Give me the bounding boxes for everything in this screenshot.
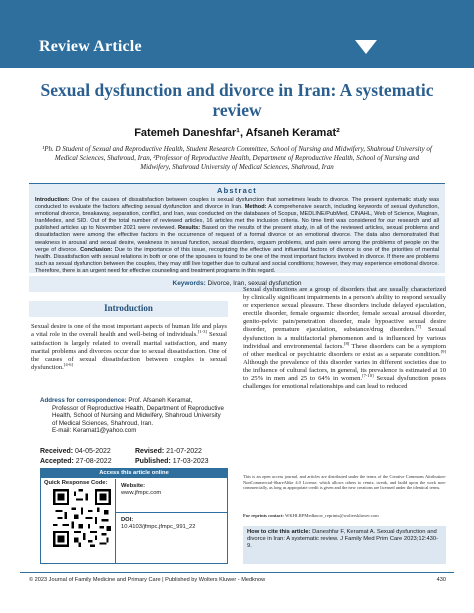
published-label: Published: <box>135 458 171 465</box>
correspondence-label: Address for correspondence: <box>40 397 127 404</box>
author-affiliations: ¹Ph. D Student of Sexual and Reproductive Health, Student Research Committee, School of Nursing and Midwifery, Shahroud University of Medical Sciences, Shahroud, Iran, ²Professor of Reproductive Health, Department of Reproductive Health, School of Nursing and Midwifery, Shahroud University of Medical Sciences, Shahroud, Iran <box>42 145 432 171</box>
introduction-right-column <box>243 286 446 391</box>
intro-right-text-1: Sexual dysfunctions are a group of disorders that are usually characterized by clinically significant impairments in a person's ability to respond sexually or experience sexual pleasure. These disorders include delayed ejaculation, erectile disorder, female orgasmic disorder, female sexual arousal disorder, genito-pelvic pain/penetration disorder, male hypoactive sexual desire disorder, premature ejaculation, substance/drug disorders. <box>243 286 446 334</box>
article-authors: Fatemeh Daneshfar¹, Afsaneh Keramat² <box>134 127 340 139</box>
article-title: Sexual dysfunction and divorce in Iran: A systematic review <box>40 80 434 120</box>
intro-right-text-5: Sexual dysfunction poses challenges for emotional relationships and can lead to reduced <box>243 375 446 391</box>
abstract-intro-label: Introduction: <box>35 197 70 203</box>
cite-label: How to cite this article: <box>247 529 311 535</box>
qr-code-label: Quick Response Code: <box>44 480 108 486</box>
keywords-text: Divorce, Iran, sexual dysfunction <box>205 280 302 287</box>
abstract-heading: Abstract <box>216 186 258 195</box>
article-dates <box>40 447 230 467</box>
received-label: Received: <box>40 448 74 455</box>
intro-left-text-2: Sexual satisfaction is largely related to overall marital satisfaction, and many marital problems and divorces occur due to sexual dissatisfaction. One of the causes of sexual dissatisfaction between couples is sexual dysfunction. <box>31 331 227 372</box>
footer-copyright: © 2023 Journal of Family Medicine and Primary Care | Published by Wolters Kluwer - Medknow <box>29 577 266 583</box>
access-online-bar: Access this article online <box>41 469 227 478</box>
correspondence-name: Prof. Afsaneh Keramat, <box>126 397 193 404</box>
revised-label: Revised: <box>135 448 165 455</box>
intro-right-text-2: Sexual dysfunction is a multifactorial phenomenon and is influenced by various individual and environmental factors. <box>243 326 446 350</box>
doi-label: DOI: <box>121 517 134 523</box>
abstract-conclusion-label: Conclusion: <box>80 246 113 253</box>
intro-right-text-4: Although the prevalence of this disorder varies in different societies due to the influence of cultural factors, in general, its prevalence is estimated at 10 to 25% in men and 25 to 64% in women. <box>243 358 446 383</box>
qr-code-icon[interactable] <box>53 489 111 547</box>
intro-left-text-1: Sexual desire is one of the most important aspects of human life and plays a vital role in the overall health and well-being of individuals. <box>31 323 227 339</box>
section-label: Review Article <box>39 38 142 55</box>
website-link[interactable]: www.jfmpc.com <box>121 490 162 496</box>
abstract-method-label: Method: <box>244 204 267 211</box>
revised-date: 21-07-2022 <box>164 448 202 455</box>
reprints-contact <box>243 513 446 518</box>
correspondence-block <box>40 397 227 435</box>
intro-right-text-3: These disorders can be a symptom of other medical or psychiatric disorders or exist as a separate condition. <box>243 342 446 358</box>
access-separator <box>116 512 227 513</box>
footer-divider <box>20 572 454 573</box>
introduction-left-column <box>31 323 227 373</box>
citation-link[interactable]: [7] <box>415 324 422 330</box>
correspondence-email[interactable]: E-mail: Keramat1@yahoo.com <box>52 427 137 434</box>
reprints-label: For reprints contact: <box>243 513 284 518</box>
received-date: 04-05-2022 <box>73 448 111 455</box>
abstract-conclusion-text: Due to the importance of this issue, recognizing the effective and influential factors of divorce is one of the priorities of mental health. Dissatisfaction with sexual relations in both or one of the spouses is found to be one of the most important factors involved in divorce. If there are problems such as sexual dysfunction between the couples, they may still live together due to cultural and social conditions; however, they may experience emotional divorce. Therefore, there is an urgent need for effective counseling and treatment programs in this regard. <box>35 246 439 274</box>
website-block <box>121 483 225 497</box>
abstract-intro-text: One of the causes of dissatisfaction between couples is sexual dysfunction that sometimes leads to divorce. The present systematic study was conducted to evaluate the factors affecting sexual dysfunction and divorce in Iran. <box>35 197 439 211</box>
citation-link[interactable]: [9] <box>440 348 446 354</box>
accepted-date: 27-08-2022 <box>73 458 112 465</box>
accepted-label: Accepted: <box>40 458 74 465</box>
access-online-box <box>40 468 228 564</box>
cite-text: Daneshfar F, Keramat A. Sexual dysfunction and divorce in Iran: A systematic review. J Family Med Prim Care 2023;12:430-9. <box>247 529 439 550</box>
doi-block <box>121 517 225 531</box>
citation-link[interactable]: [4-6] <box>63 362 74 368</box>
correspondence-address: Professor of Reproductive Health, Department of Reproductive Health, School of Nursing and Midwifery, Shahroud University of Medical Sciences, Shahroud, Iran. <box>52 404 224 427</box>
website-label: Website: <box>121 483 146 489</box>
doi-link[interactable]: 10.4103/jfmpc.jfmpc_991_22 <box>121 524 196 530</box>
access-divider <box>115 479 116 563</box>
citation-link[interactable]: [7-10] <box>362 372 374 378</box>
abstract-results-text: Based on the results of the present study, in all of the reviewed articles, sexual problems and dissatisfaction were among the effective factors in the occurrence of request of a formal divorce or an emotional divorce. The data also demonstrated that weakness in arousal and sexual desire, weakness in sexual function, sexual disorders, orgasm problems, and pain were among the problems of people on the verge of divorce. <box>35 225 439 253</box>
introduction-heading: Introduction <box>104 303 153 313</box>
banner-notch-decoration <box>355 40 377 54</box>
abstract-body <box>35 197 439 275</box>
citation-link[interactable]: [8] <box>343 340 350 346</box>
reprints-email[interactable]: WKHLRPMedknow_reprints@wolterskluwer.com <box>283 513 379 518</box>
how-to-cite <box>247 529 442 551</box>
license-notice: This is an open access journal, and articles are distributed under the terms of the Creative Commons Attribution-NonCommercial-ShareAlike 4.0 License, which allows others to remix, tweak, and build upon the work non-commercially, as long as appropriate credit is given and the new creations are licensed under the identical terms. <box>243 474 446 491</box>
keywords-label: Keywords: <box>172 280 206 287</box>
citation-link[interactable]: [1-3] <box>197 329 208 335</box>
abstract-method-text: A comprehensive search, including keywords of sexual dysfunction, emotional divorce, breakaway, separation, conflict, and Iran, was conducted on the databases of Scopus, MEDLINE/PubMed, CINAHL, Web of Science, Magiran, IranMedex, and SID. Out of the total number of reviewed articles, 16 articles met the inclusion criteria. No time limit was considered for our research and all published articles up to November 2021 were reviewed. <box>35 204 440 232</box>
abstract-results-label: Results: <box>178 225 201 232</box>
page-number: 430 <box>436 577 446 583</box>
published-date: 17-03-2023 <box>170 458 209 465</box>
header-banner <box>0 0 474 68</box>
